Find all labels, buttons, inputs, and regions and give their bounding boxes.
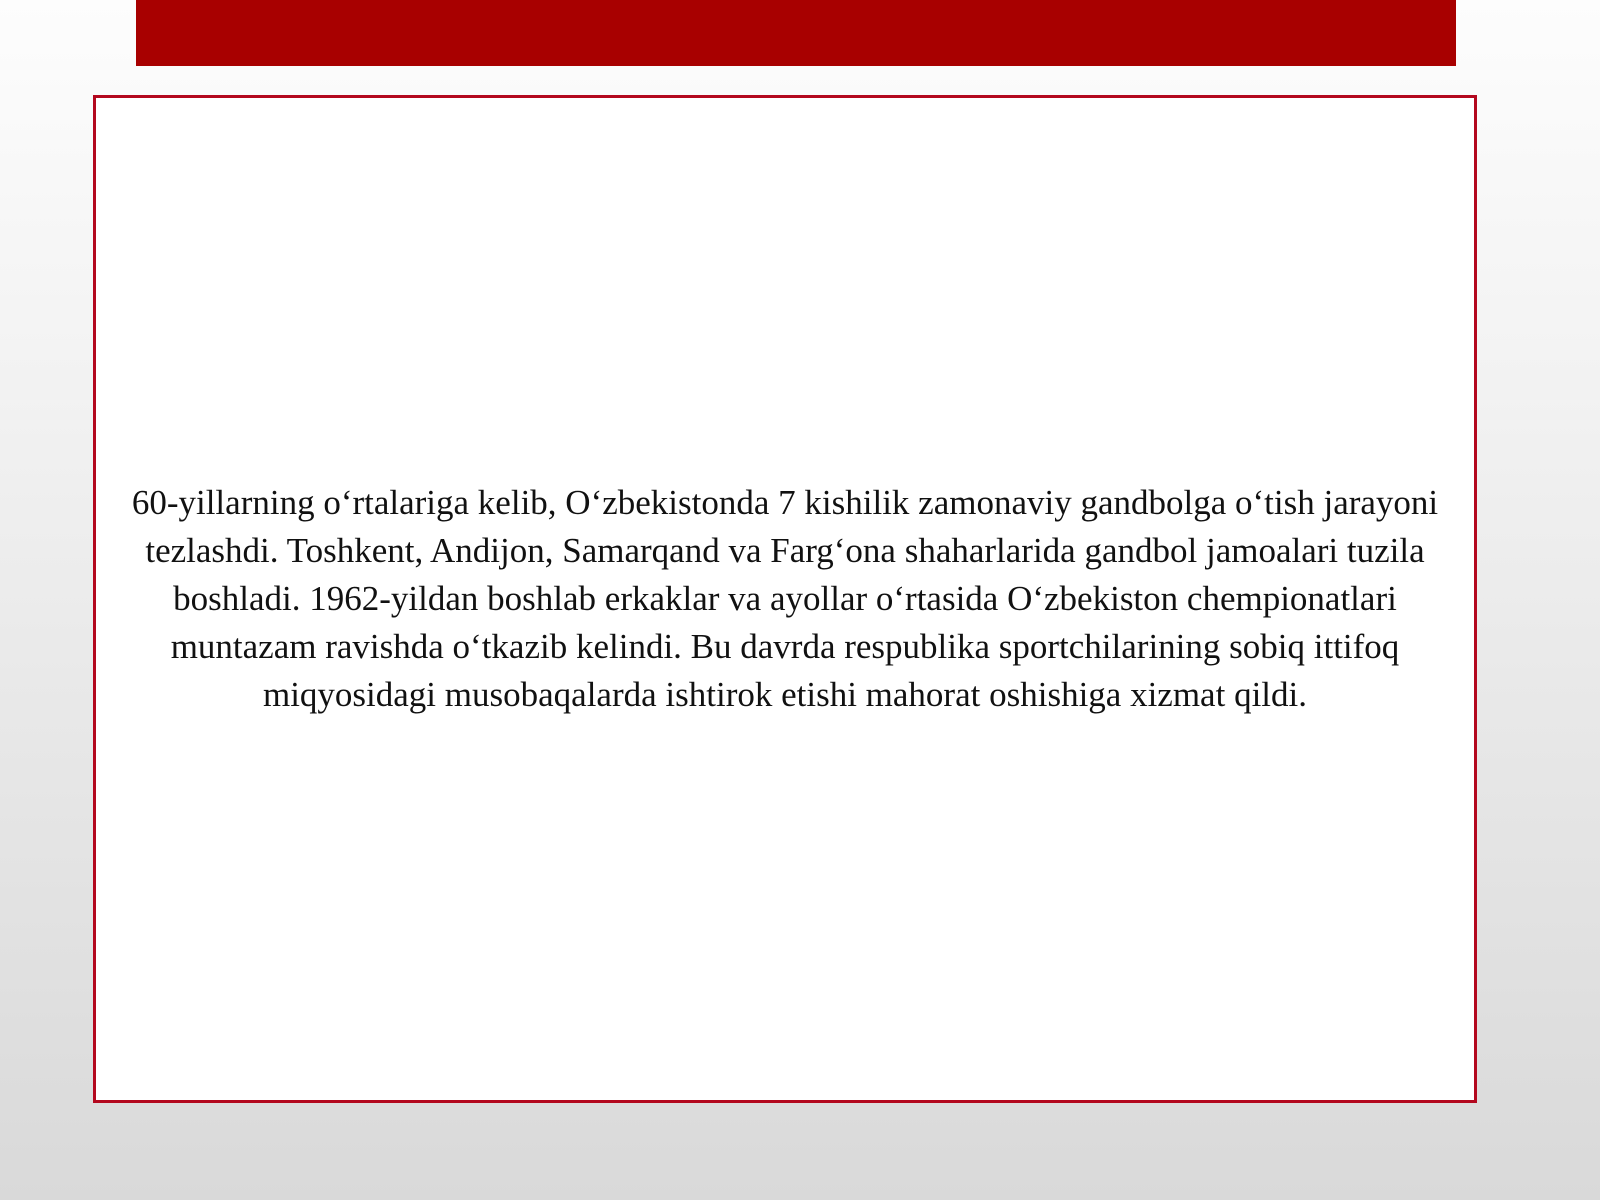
body-text: 60-yillarning o‘rtalariga kelib, O‘zbekistonda 7 kishilik zamonaviy gandbolga o‘tish jarayoni tezlashdi. Toshkent, Andijon, Samarqand va Farg‘ona shaharlarida gandbol jamoalari tuzila boshladi. 1962-yildan boshlab erkaklar va ayollar o‘rtasida O‘zbekiston chempionatlari muntazam ravishda o‘tkazib kelindi. Bu davrda respublika sportchilarining sobiq ittifoq miqyosidagi musobaqalarda ishtirok etishi mahorat oshishiga xizmat qildi. bbox=[131, 483, 1439, 714]
top-banner bbox=[136, 0, 1456, 66]
content-box bbox=[93, 95, 1477, 1103]
